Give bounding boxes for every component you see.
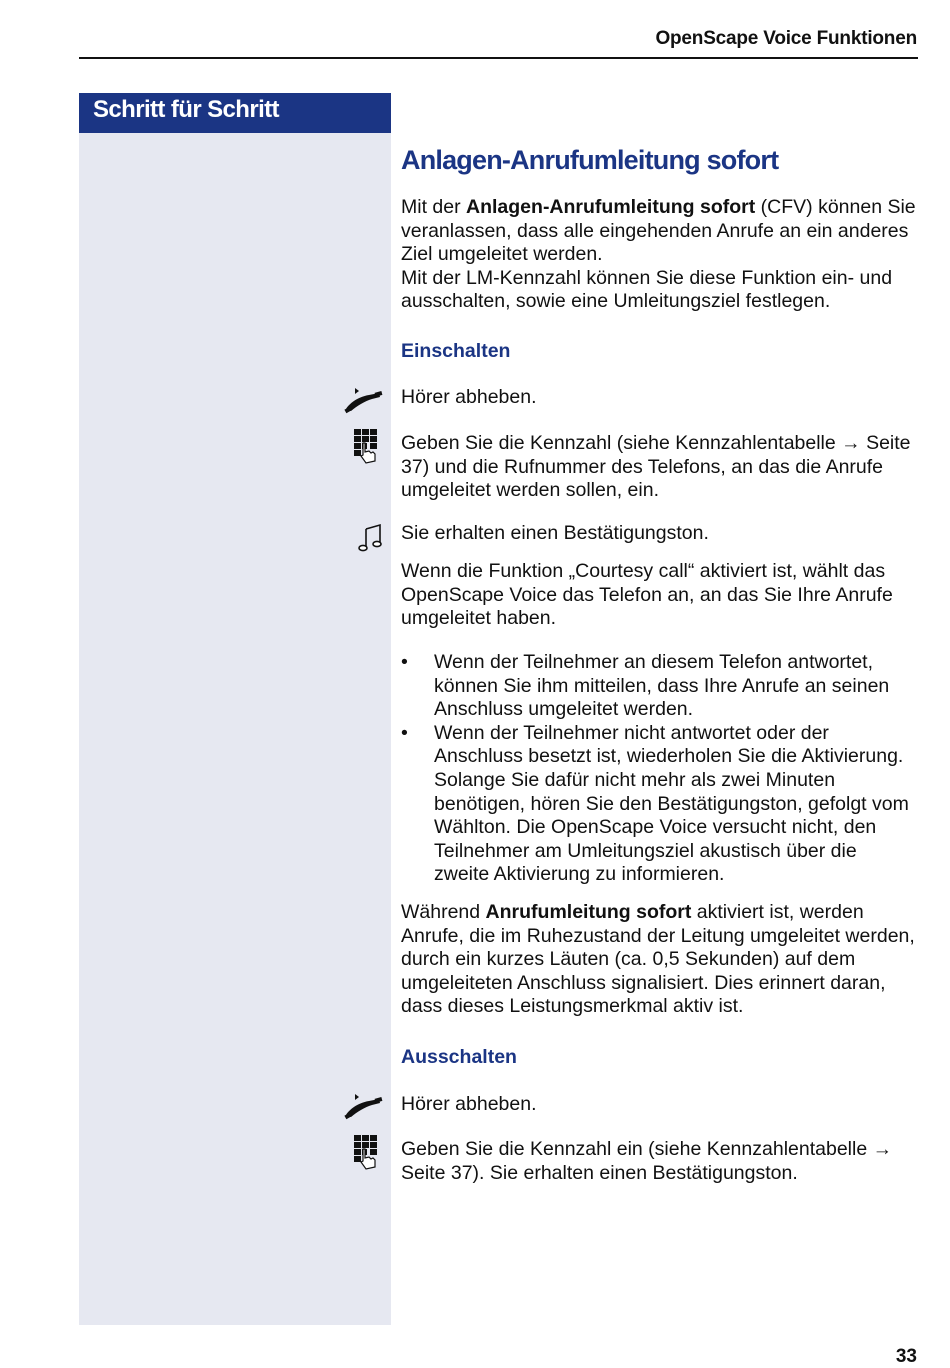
step-handset-on: Hörer abheben. — [401, 386, 537, 408]
music-note-icon — [343, 522, 383, 552]
page-number: 33 — [895, 1346, 917, 1367]
step-tone: Sie erhalten einen Bestätigungston. — [401, 522, 709, 544]
sidebar-heading — [79, 93, 391, 133]
page-title: Anlagen-Anrufumleitung sofort — [401, 145, 779, 175]
list-item: • Wenn der Teilnehmer nicht antwortet oder der Anschluss besetzt ist, wiederholen Sie die Aktivierung. Solange Sie dafür nicht mehr als zwei Minuten benötigen, hören Sie den Bestätigungston, gefolgt vom Wählton. Die OpenScape Voice versucht nicht, den Teilnehmer am Umleitungsziel akustisch über die zweite Aktivierung zu informieren. — [401, 722, 916, 887]
keypad-icon — [343, 1134, 383, 1170]
step-dial-on: Geben Sie die Kennzahl (siehe Kennzahlentabelle → Seite 37) und die Rufnummer des Telefons, an das die Anrufe umgeleitet werden sollen, ein. — [401, 432, 911, 502]
section-heading-ausschalten: Ausschalten — [401, 1046, 517, 1068]
intro-paragraph-1: Mit der Anlagen-Anrufumleitung sofort (CFV) können Sie veranlassen, dass alle eingehenden Anrufe an ein anderes Ziel umgeleitet werden. — [401, 196, 916, 266]
intro-paragraph-2: Mit der LM-Kennzahl können Sie diese Funktion ein- und ausschalten, sowie eine Umleitungsziel festlegen. — [401, 266, 893, 313]
section-heading-einschalten: Einschalten — [401, 340, 511, 362]
bullet-list — [401, 651, 916, 887]
header-rule — [79, 57, 918, 59]
active-paragraph: Während Anrufumleitung sofort aktiviert ist, werden Anrufe, die im Ruhezustand der Leitung umgeleitet werden, durch ein kurzes Läuten (ca. 0,5 Sekunden) auf dem umgeleiteten Anschluss signalisiert. Dies erinnert daran, dass dieses Leistungsmerkmal aktiv ist. — [401, 901, 915, 1018]
intro-text — [401, 196, 916, 314]
handset-lift-icon — [343, 384, 383, 416]
step-dial-off: Geben Sie die Kennzahl ein (siehe Kennzahlentabelle → Seite 37). Sie erhalten einen Bestätigungston. — [401, 1138, 893, 1184]
step-handset-off: Hörer abheben. — [401, 1093, 537, 1115]
keypad-icon — [343, 428, 383, 464]
list-item: • Wenn der Teilnehmer an diesem Telefon antwortet, können Sie ihm mitteilen, dass Ihre Anrufe an seinen Anschluss umgeleitet werden. — [401, 651, 916, 722]
courtesy-paragraph: Wenn die Funktion „Courtesy call“ aktiviert ist, wählt das OpenScape Voice das Telefon an, an das Sie Ihre Anrufe umgeleitet haben. — [401, 560, 893, 630]
handset-lift-icon — [343, 1090, 383, 1122]
sidebar-heading-label: Schritt für Schritt — [93, 96, 279, 123]
header-title: OpenScape Voice Funktionen — [655, 28, 917, 49]
